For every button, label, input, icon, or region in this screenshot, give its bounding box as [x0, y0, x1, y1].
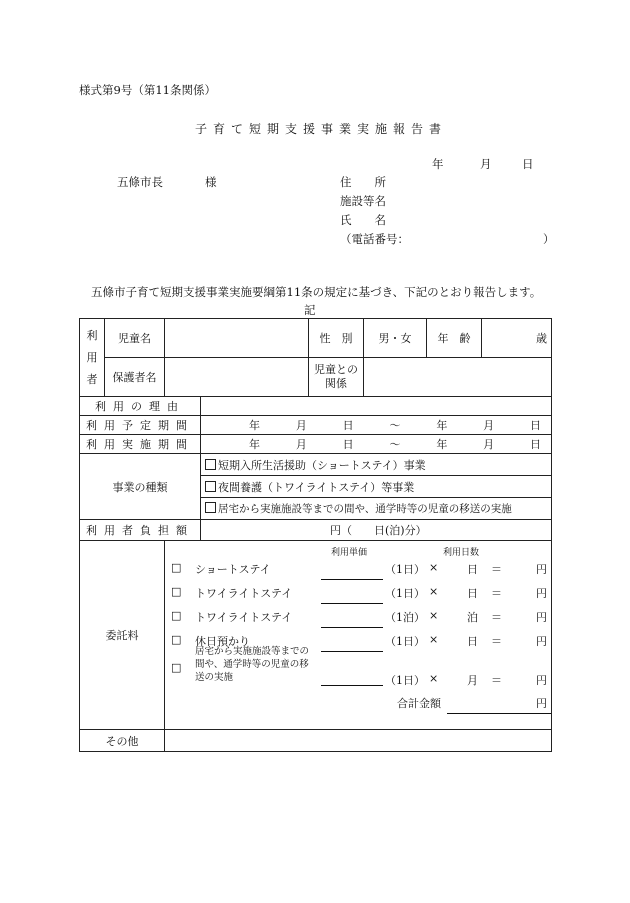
usage-days-header: 利用日数 — [443, 548, 480, 558]
child-name-field[interactable] — [165, 319, 309, 358]
checkbox-icon[interactable]: □ — [171, 609, 182, 622]
date-month: 月 — [480, 157, 492, 171]
unit-price-line[interactable] — [321, 579, 383, 580]
phone-close: ） — [543, 232, 555, 246]
facility-label: 施設等名 — [340, 194, 386, 208]
service-type-label: 事業の種類 — [80, 454, 201, 520]
checkbox-icon[interactable] — [205, 502, 216, 513]
checkbox-icon[interactable] — [205, 481, 216, 492]
service-option-shortstay[interactable]: 短期入所生活援助（ショートステイ）事業 — [201, 454, 552, 476]
intro-statement: 五條市子育て短期支援事業実施要綱第11条の規定に基づき、下記のとおり報告します。 — [91, 285, 542, 299]
ki-mark: 記 — [304, 303, 316, 317]
actual-period-label: 利用実施期間 — [80, 435, 201, 454]
total-row — [165, 692, 551, 712]
fee-row: □ トワイライトステイ （1日） × 日 ＝ 円 — [171, 585, 547, 600]
other-field[interactable] — [165, 730, 552, 752]
planned-period-label: 利用予定期間 — [80, 416, 201, 435]
reason-label: 利用の理由 — [80, 397, 201, 416]
commission-label: 委託料 — [80, 541, 165, 730]
actual-period-field[interactable]: 年 月 日 ～ 年 月 日 — [201, 435, 552, 454]
sex-options[interactable]: 男・女 — [364, 319, 427, 358]
relation-label: 児童との 関係 — [309, 358, 364, 397]
commission-block — [165, 541, 552, 730]
phone-label: （電話番号： — [340, 232, 409, 246]
total-label: 合計金額 — [397, 697, 441, 710]
unit-price-line[interactable] — [321, 603, 383, 604]
name-label: 氏 名 — [340, 213, 386, 227]
date-day: 日 — [522, 157, 534, 171]
user-burden-label: 利用者負担額 — [80, 520, 201, 541]
age-unit[interactable]: 歳 — [482, 319, 552, 358]
service-option-twilight[interactable]: 夜間養護（トワイライトステイ）等事業 — [201, 476, 552, 498]
sex-label: 性 別 — [309, 319, 364, 358]
child-name-label: 児童名 — [105, 319, 165, 358]
unit-price-line[interactable] — [321, 627, 383, 628]
planned-period-field[interactable]: 年 月 日 ～ 年 月 日 — [201, 416, 552, 435]
checkbox-icon[interactable] — [205, 459, 216, 470]
unit-price-line[interactable] — [321, 651, 383, 652]
address-label: 住 所 — [340, 175, 386, 189]
document-title: 子育て短期支援事業実施報告書 — [195, 122, 448, 136]
age-label: 年 齢 — [427, 319, 482, 358]
total-yen[interactable]: 円 — [536, 697, 547, 710]
other-label: その他 — [80, 730, 165, 752]
guardian-name-label: 保護者名 — [105, 358, 165, 397]
total-line[interactable] — [447, 713, 551, 714]
guardian-name-field[interactable] — [165, 358, 309, 397]
user-burden-field[interactable]: 円（ 日(泊)分） — [201, 520, 552, 541]
form-number: 様式第9号（第11条関係） — [79, 83, 216, 97]
user-group-label: 利用者 — [80, 319, 105, 397]
reason-field[interactable] — [201, 397, 552, 416]
service-option-transport[interactable]: 居宅から実施施設等までの間や、通学時等の児童の移送の実施 — [201, 498, 552, 520]
fee-row: □ トワイライトステイ （1泊） × 泊 ＝ 円 — [171, 609, 547, 624]
recipient-honorific: 様 — [205, 175, 217, 189]
recipient: 五條市長 — [117, 175, 163, 189]
fee-row: （1日） × 月 ＝ 円 — [385, 672, 547, 687]
date-year: 年 — [432, 157, 444, 171]
report-table — [79, 318, 552, 752]
fee-row: □ ショートステイ （1日） × 日 ＝ 円 — [171, 561, 547, 576]
checkbox-icon[interactable]: □ — [171, 633, 182, 646]
checkbox-icon[interactable]: □ — [171, 561, 182, 574]
transport-description: 居宅から実施施設等までの間や、通学時等の児童の移送の実施 — [195, 646, 310, 683]
checkbox-icon[interactable]: □ — [171, 585, 182, 598]
checkbox-icon[interactable]: □ — [171, 661, 182, 674]
relation-field[interactable] — [364, 358, 552, 397]
unit-price-header: 利用単価 — [331, 548, 368, 558]
fee-row: □ 休日預かり （1日） × 日 ＝ 円 — [171, 633, 547, 648]
